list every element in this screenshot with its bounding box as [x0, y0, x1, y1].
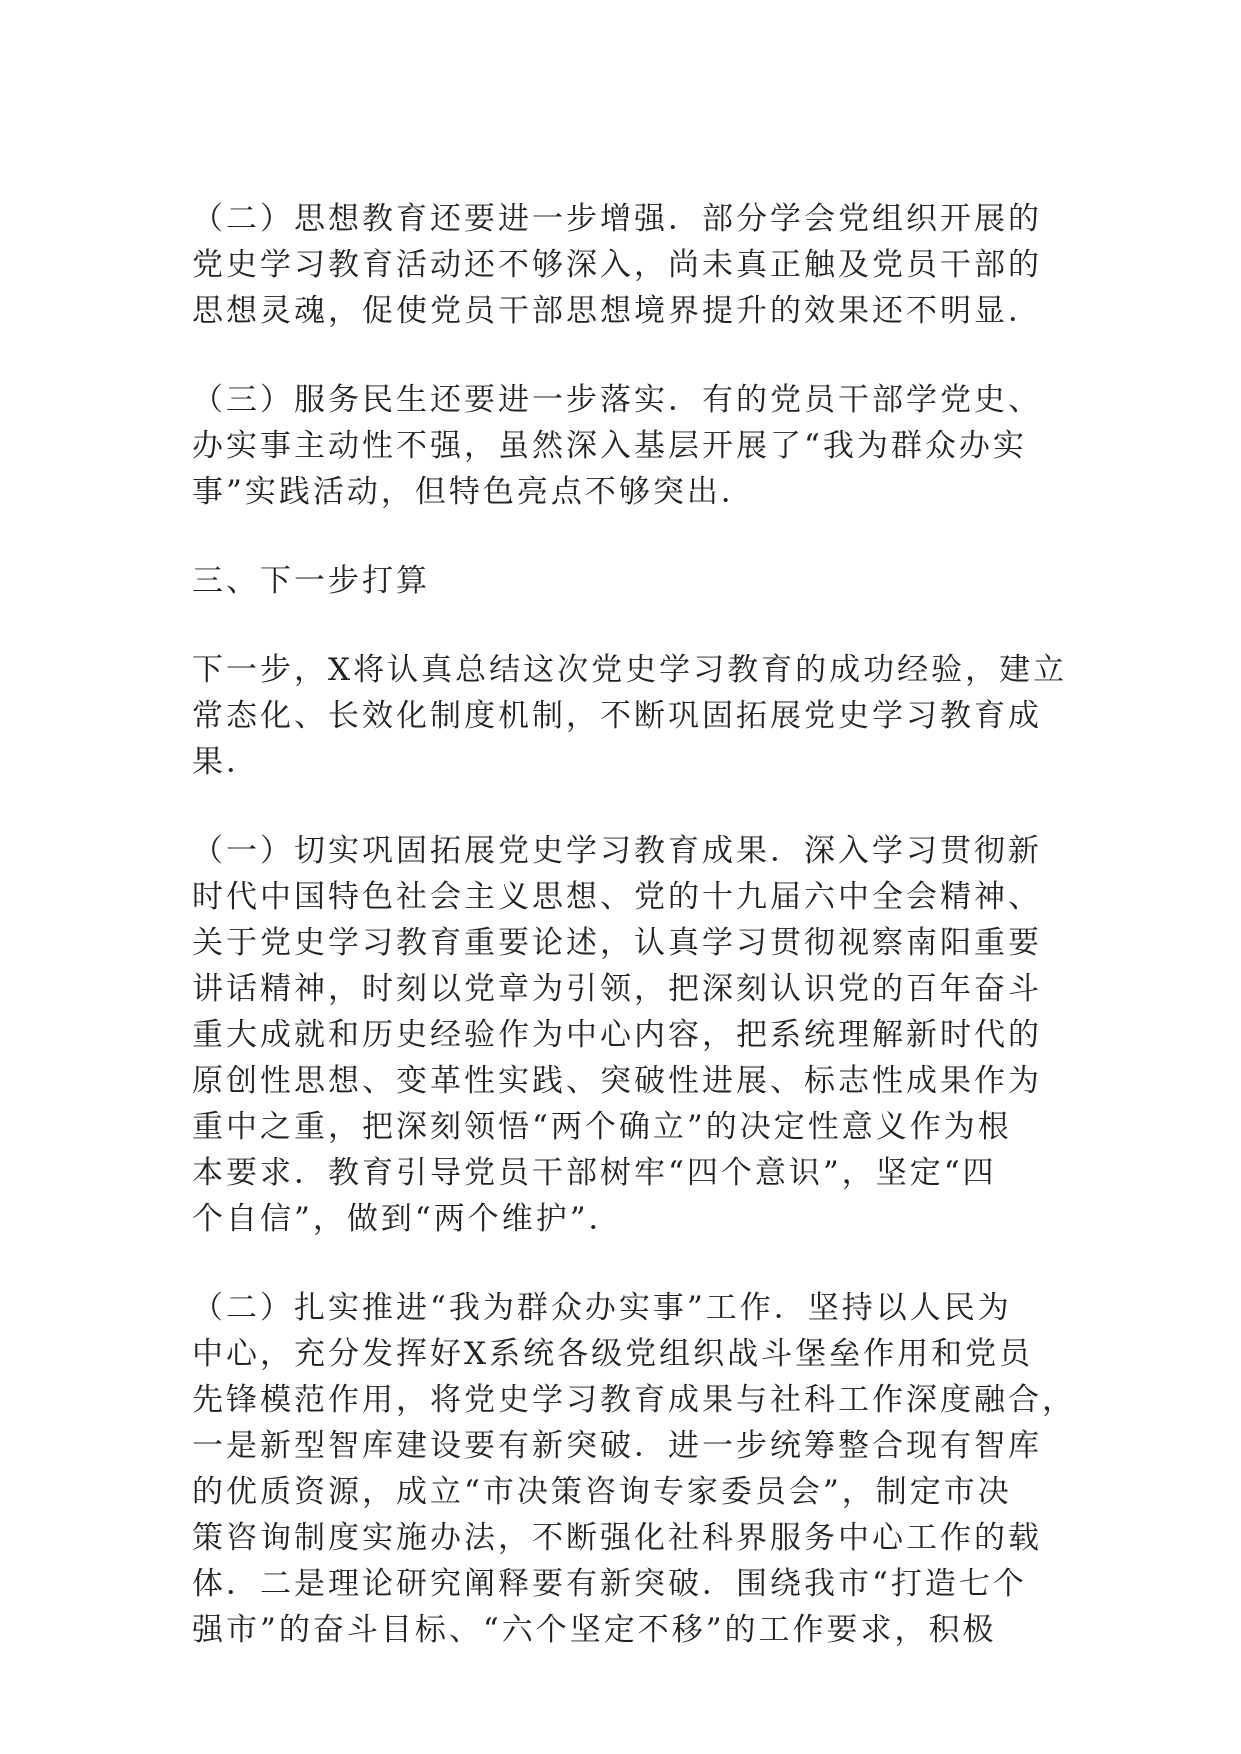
paragraph	[192, 1285, 1076, 1653]
text-line: 中心，充分发挥好X系统各级党组织战斗堡垒作用和党员	[192, 1336, 1034, 1372]
text-line: 三、下一步打算	[192, 563, 430, 599]
document-body	[192, 196, 1076, 1696]
text-line: 个自信”，做到“两个维护”．	[192, 1201, 623, 1237]
text-line: 策咨询制度实施办法，不断强化社科界服务中心工作的载	[192, 1520, 1042, 1556]
text-line: 原创性思想、变革性实践、突破性进展、标志性成果作为	[192, 1063, 1042, 1099]
text-line: 强市”的奋斗目标、“六个坚定不移”的工作要求，积极	[192, 1612, 997, 1648]
text-line: 思想灵魂，促使党员干部思想境界提升的效果还不明显．	[192, 293, 1042, 329]
paragraph	[192, 647, 1068, 785]
text-line: 时代中国特色社会主义思想、党的十九届六中全会精神、	[192, 879, 1042, 915]
text-line: （二）思想教育还要进一步增强．部分学会党组织开展的	[192, 201, 1042, 237]
section-heading	[192, 558, 1052, 604]
text-line: 体．二是理论研究阐释要有新突破．围绕我市“打造七个	[192, 1566, 1027, 1602]
text-line: （二）扎实推进“我为群众办实事”工作．坚持以人民为	[192, 1290, 1012, 1326]
text-line: 本要求．教育引导党员干部树牢“四个意识”，坚定“四	[192, 1155, 997, 1191]
text-line: 重中之重，把深刻领悟“两个确立”的决定性意义作为根	[192, 1109, 1012, 1145]
text-line: 一是新型智库建设要有新突破．进一步统筹整合现有智库	[192, 1428, 1042, 1464]
text-line: 事”实践活动，但特色亮点不够突出．	[192, 474, 755, 510]
text-line: 重大成就和历史经验作为中心内容，把系统理解新时代的	[192, 1017, 1042, 1053]
text-line: 下一步，X将认真总结这次党史学习教育的成功经验，建立	[192, 652, 1068, 688]
paragraph	[192, 828, 1052, 1242]
text-line: 先锋模范作用，将党史学习教育成果与社科工作深度融合，	[192, 1382, 1076, 1418]
text-line: 关于党史学习教育重要论述，认真学习贯彻视察南阳重要	[192, 925, 1042, 961]
text-line: （三）服务民生还要进一步落实．有的党员干部学党史、	[192, 382, 1042, 418]
text-line: 党史学习教育活动还不够深入，尚未真正触及党员干部的	[192, 247, 1042, 283]
text-line: 果．	[192, 744, 260, 780]
text-line: 办实事主动性不强，虽然深入基层开展了“我为群众办实	[192, 428, 1027, 464]
text-line: （一）切实巩固拓展党史学习教育成果．深入学习贯彻新	[192, 833, 1042, 869]
paragraph	[192, 196, 1052, 334]
paragraph	[192, 377, 1052, 515]
text-line: 讲话精神，时刻以党章为引领，把深刻认识党的百年奋斗	[192, 971, 1042, 1007]
text-line: 的优质资源，成立“市决策咨询专家委员会”，制定市决	[192, 1474, 1012, 1510]
text-line: 常态化、长效化制度机制，不断巩固拓展党史学习教育成	[192, 698, 1042, 734]
